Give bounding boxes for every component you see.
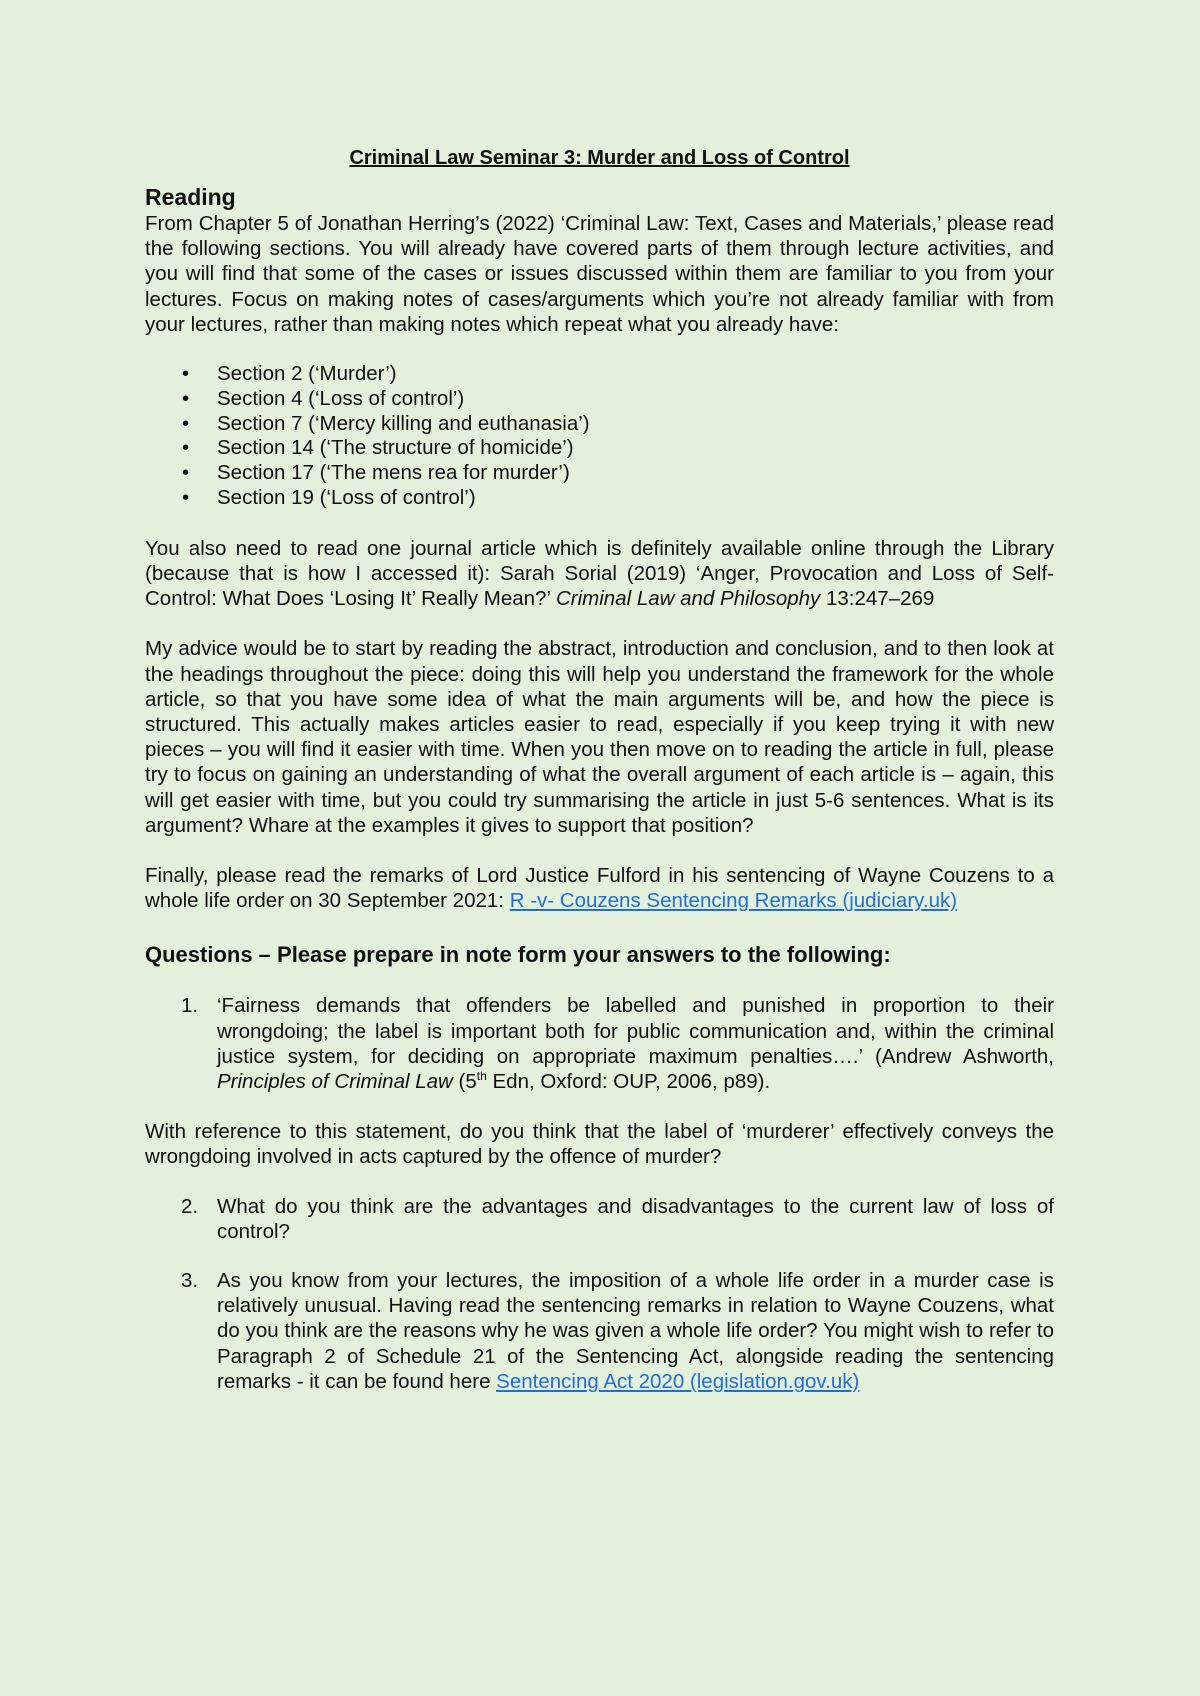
advice-paragraph: My advice would be to start by reading the abstract, introduction and conclusion, and to then look at the headings throughout the piece: doing this will help you understand the framework for the whole article, so that you have some idea of what the main arguments will be, and how the piece is structured. This actually makes articles easier to read, especially if you keep trying it with new pieces – you will find it easier with time. When you then move on to reading the article in full, please try to focus on gaining an understanding of what the overall argument of each article is – again, this will get easier with time, but you could try summarising the article in just 5-6 sentences. What is its argument? Whare at the examples it gives to support that position? bbox=[145, 637, 1054, 837]
list-item-text: Section 4 (‘Loss of control’) bbox=[217, 386, 465, 410]
question-number: 1. bbox=[181, 994, 199, 1018]
journal-article-paragraph bbox=[145, 536, 1054, 612]
edition-text: (5 bbox=[452, 1070, 477, 1094]
journal-text: You also need to read one journal article which is definitely available online through the Library (because that is how I accessed it): Sarah Sorial (2019) ‘Anger, Provocation and Loss of Self-Control: What Does ‘Losing It’ Really Mean?’ bbox=[145, 536, 1054, 611]
journal-citation: 13:247–269 bbox=[820, 587, 935, 611]
question-1-text bbox=[217, 993, 1054, 1094]
reading-sections-list bbox=[145, 362, 1054, 511]
list-item bbox=[145, 412, 1054, 437]
list-item bbox=[145, 486, 1054, 511]
bullet-icon: • bbox=[182, 486, 190, 509]
bullet-icon: • bbox=[182, 386, 190, 410]
question-1 bbox=[145, 993, 1054, 1094]
page-title: Criminal Law Seminar 3: Murder and Loss of Control bbox=[349, 147, 850, 169]
question-1-followup: With reference to this statement, do you think that the label of ‘murderer’ effectively conveys the wrongdoing involved in acts captured by the offence of murder? bbox=[145, 1120, 1054, 1169]
bullet-icon: • bbox=[182, 362, 190, 386]
list-item-text: Section 7 (‘Mercy killing and euthanasia’) bbox=[217, 411, 590, 435]
question-3-body: As you know from your lectures, the imposition of a whole life order in a murder case is relatively unusual. Having read the sentencing remarks in relation to Wayne Couzens, what do you think are the reasons why he was given a whole life order? You might wish to refer to Paragraph 2 of Schedule 21 of the Sentencing Act, alongside reading the sentencing remarks - it can be found here bbox=[217, 1269, 1054, 1393]
journal-title: Criminal Law and Philosophy bbox=[555, 587, 821, 611]
question-number: 3. bbox=[181, 1269, 199, 1293]
sentencing-remarks-text: Finally, please read the remarks of Lord Justice Fulford in his sentencing of Wayne Couzens to a whole life order on 30 September 2021: bbox=[145, 864, 1054, 913]
question-number: 2. bbox=[181, 1194, 199, 1218]
reading-intro-paragraph: From Chapter 5 of Jonathan Herring’s (2022) ‘Criminal Law: Text, Cases and Materials,’ please read the following sections. You will already have covered parts of them through lecture activities, and you will find that some of the cases or issues discussed within them are familiar to you from your lectures. Focus on making notes of cases/arguments which you’re not already familiar with from your lectures, rather than making notes which repeat what you already have: bbox=[145, 212, 1054, 336]
question-2-text: What do you think are the advantages and disadvantages to the current law of loss of control? bbox=[217, 1194, 1054, 1243]
edition-superscript: th bbox=[476, 1069, 487, 1084]
list-item bbox=[145, 461, 1054, 486]
list-item-text: Section 19 (‘Loss of control’) bbox=[217, 486, 476, 509]
question-1-quote: ‘Fairness demands that offenders be labelled and punished in proportion to their wrongdoing; the label is important both for public communication and, within the criminal justice system, for deciding on appropriate maximum penalties….’ (Andrew Ashworth, bbox=[217, 994, 1054, 1068]
list-item-text: Section 2 (‘Murder’) bbox=[217, 362, 397, 386]
couzens-remarks-link[interactable]: R -v- Couzens Sentencing Remarks (judiciary.uk) bbox=[509, 889, 958, 913]
reading-heading: Reading bbox=[145, 184, 236, 210]
questions-heading: Questions – Please prepare in note form your answers to the following: bbox=[145, 942, 891, 968]
question-3-text bbox=[217, 1268, 1054, 1394]
list-item bbox=[145, 436, 1054, 461]
book-title: Principles of Criminal Law bbox=[217, 1070, 453, 1094]
question-2 bbox=[145, 1194, 1054, 1244]
list-item bbox=[145, 362, 1054, 387]
list-item-text: Section 14 (‘The structure of homicide’) bbox=[217, 436, 574, 460]
sentencing-remarks-paragraph bbox=[145, 863, 1054, 913]
sentencing-act-link[interactable]: Sentencing Act 2020 (legislation.gov.uk) bbox=[496, 1369, 860, 1393]
question-3 bbox=[145, 1268, 1054, 1394]
citation-text: Edn, Oxford: OUP, 2006, p89). bbox=[486, 1070, 771, 1094]
bullet-icon: • bbox=[182, 411, 190, 435]
list-item bbox=[145, 387, 1054, 412]
bullet-icon: • bbox=[182, 436, 190, 460]
bullet-icon: • bbox=[182, 461, 190, 485]
list-item-text: Section 17 (‘The mens rea for murder’) bbox=[217, 461, 570, 485]
